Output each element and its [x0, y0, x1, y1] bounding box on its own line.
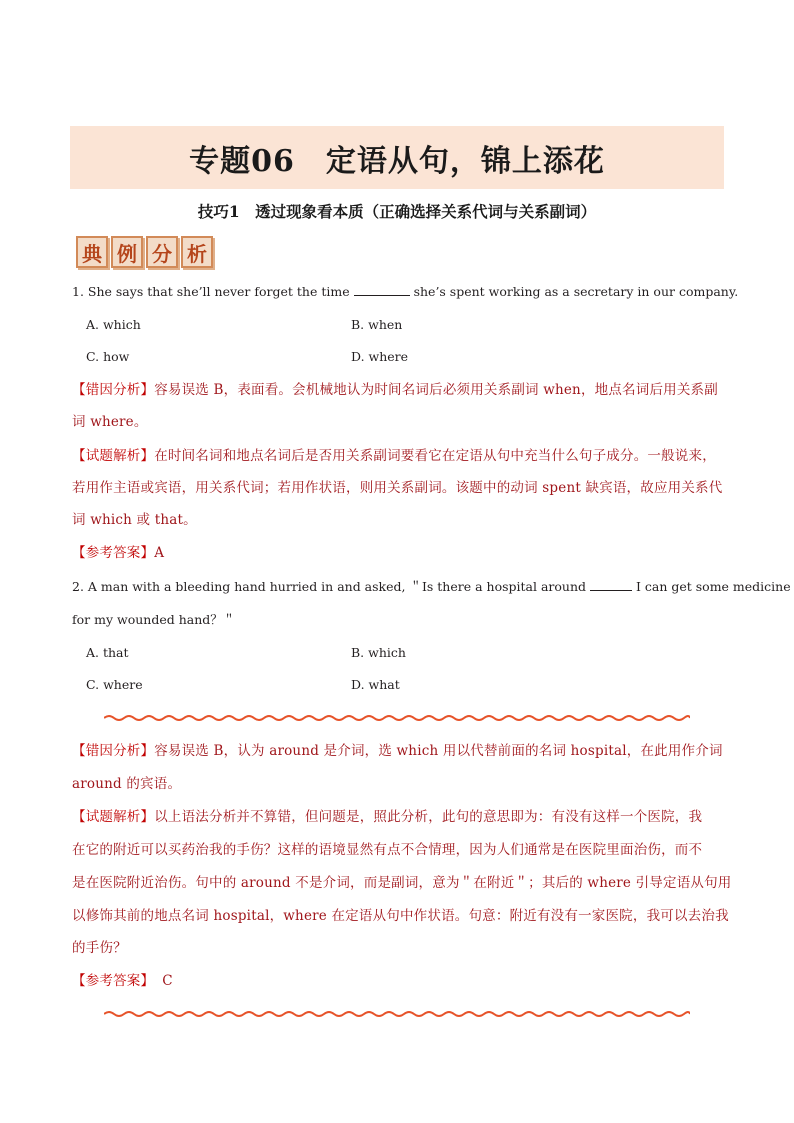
q2-stem-part: I can get some medicine — [632, 579, 791, 594]
q2-stem-cont: for my wounded hand？＂ — [72, 612, 236, 627]
q1-stem — [72, 282, 739, 302]
badge-char: 例 — [111, 236, 143, 268]
q1-error-analysis — [72, 380, 732, 400]
answer-value: A — [154, 545, 165, 561]
q1-analysis-cont: 词 which 或 that。 — [72, 512, 197, 528]
q2-option-a: A. that — [86, 645, 129, 660]
q2-analysis-cont: 在它的附近可以买药治我的手伤？这样的语境显然有点不合情理，因为人们通常是在医院里面治伤，而不 — [72, 842, 703, 858]
q2-analysis — [72, 807, 732, 827]
section-subtitle: 技巧1 透过现象看本质（正确选择关系代词与关系副词） — [197, 202, 597, 221]
badge-char: 典 — [76, 236, 108, 268]
error-analysis-text: 容易误选 B，表面看。会机械地认为时间名词后必须用关系副词 when，地点名词后用关系副 — [154, 382, 718, 398]
answer-tag: 【参考答案】 — [72, 973, 155, 989]
q2-analysis-cont: 以修饰其前的地点名词 hospital，where 在定语从句中作状语。句意：附近有没有一家医院，我可以去治我 — [72, 908, 729, 924]
badge-char: 析 — [181, 236, 213, 268]
error-analysis-tag: 【错因分析】 — [72, 382, 155, 398]
q1-analysis — [72, 446, 732, 466]
error-analysis-tag: 【错因分析】 — [72, 743, 155, 759]
q1-blank — [354, 283, 410, 296]
q1-option-b: B. when — [351, 317, 403, 332]
q2-error-analysis — [72, 741, 732, 761]
error-analysis-text: 容易误选 B，认为 around 是介词，选 which 用以代替前面的名词 hospital，在此用作介词 — [154, 743, 723, 759]
q2-stem-part: 2. A man with a bleeding hand hurried in and asked, ＂Is there a hospital around — [72, 579, 590, 594]
analysis-tag: 【试题解析】 — [72, 809, 155, 825]
q1-option-d: D. where — [351, 349, 409, 364]
q2-option-b: B. which — [351, 645, 406, 660]
example-analysis-badges — [76, 236, 213, 268]
q2-stem — [72, 577, 791, 597]
answer-value: C — [162, 973, 173, 989]
wavy-divider — [104, 1009, 690, 1019]
analysis-tag: 【试题解析】 — [72, 448, 155, 464]
q2-blank — [590, 578, 632, 591]
q1-stem-part: 1. She says that she’ll never forget the time — [72, 284, 354, 299]
q2-analysis-cont: 的手伤？ — [72, 940, 127, 956]
analysis-text: 以上语法分析并不算错，但问题是，照此分析，此句的意思即为：有没有这样一个医院，我 — [154, 809, 703, 825]
q2-option-c: C. where — [86, 677, 143, 692]
q2-answer — [72, 971, 732, 991]
wavy-divider — [104, 713, 690, 723]
badge-char: 分 — [146, 236, 178, 268]
q1-option-c: C. how — [86, 349, 130, 364]
q1-option-a: A. which — [86, 317, 141, 332]
answer-tag: 【参考答案】 — [72, 545, 155, 561]
q2-analysis-cont: 是在医院附近治伤。句中的 around 不是介词，而是副词，意为＂在附近＂；其后的 where 引导定语从句用 — [72, 875, 732, 891]
q2-error-analysis-cont: around 的宾语。 — [72, 776, 182, 792]
title-band — [70, 126, 724, 189]
q1-stem-part: she’s spent working as a secretary in our company. — [409, 284, 739, 299]
q1-error-analysis-cont: 词 where。 — [72, 414, 148, 430]
q2-option-d: D. what — [351, 677, 400, 692]
q1-answer — [72, 543, 732, 563]
page-title: 专题06 定语从句，锦上添花 — [189, 143, 605, 179]
analysis-text: 在时间名词和地点名词后是否用关系副词要看它在定语从句中充当什么句子成分。一般说来， — [154, 448, 716, 464]
q1-analysis-cont: 若用作主语或宾语，用关系代词；若用作状语，则用关系副词。该题中的动词 spent 缺宾语，故应用关系代 — [72, 480, 723, 496]
